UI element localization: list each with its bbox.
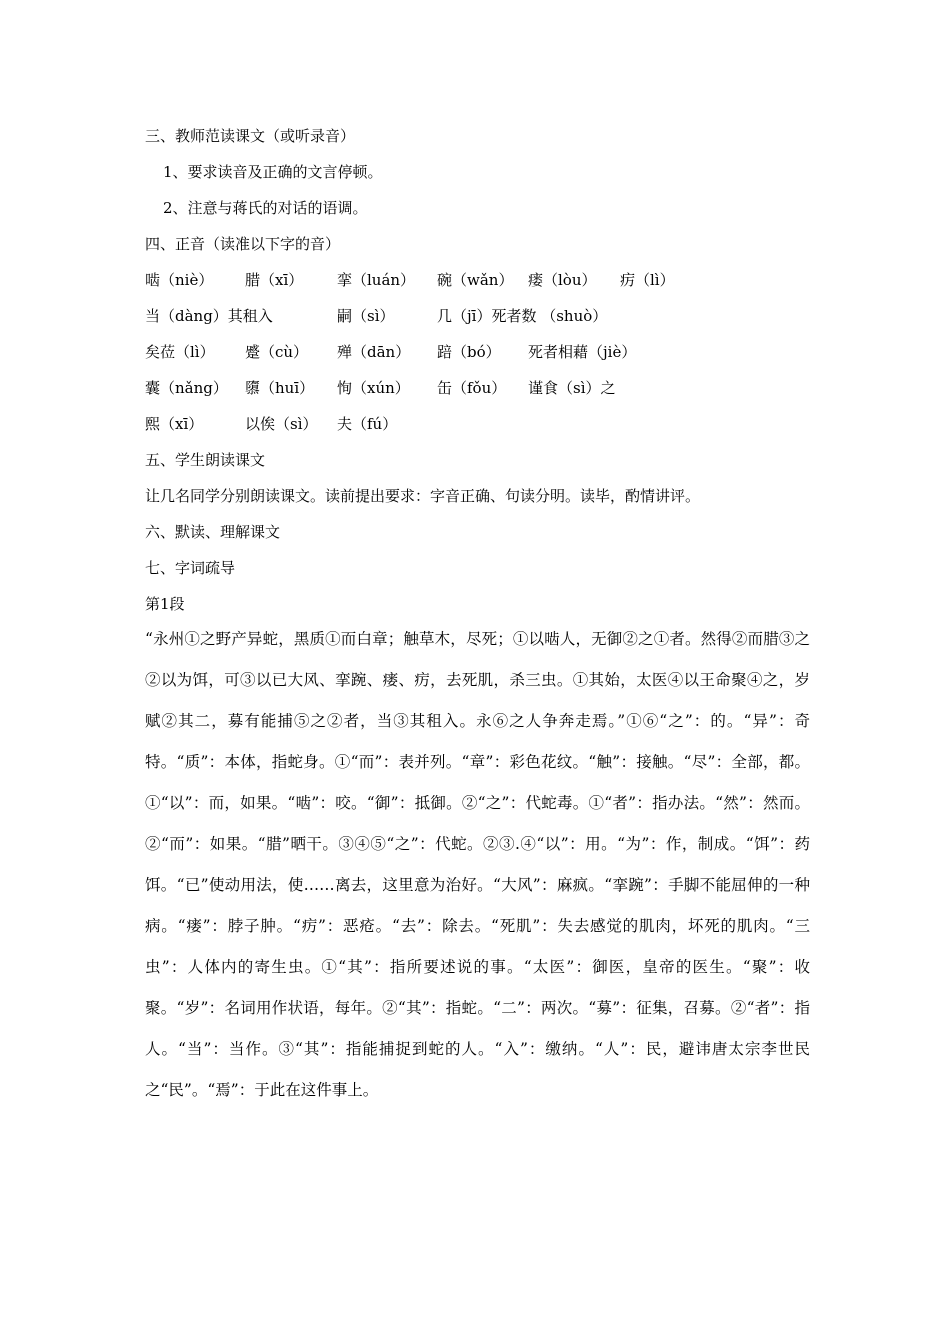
item-reading-requirement: 1、要求读音及正确的文言停顿。 [163, 163, 383, 181]
heading-silent-reading: 六、默读、理解课文 [145, 523, 281, 541]
pron-item: 殚（dān） [337, 343, 411, 361]
pron-item: 挛（luán） [337, 271, 416, 289]
pron-item: 恂（xún） [337, 379, 410, 397]
heading-vocabulary: 七、字词疏导 [145, 559, 236, 577]
pron-item: 囊（nǎng） [145, 379, 228, 397]
pron-item: 死者相藉（jiè） [528, 343, 637, 361]
pron-item: 嗣（sì） [337, 307, 395, 325]
pron-item: 隳（huī） [245, 379, 315, 397]
pron-item: 碗（wǎn） [437, 271, 514, 289]
pron-item: 腊（xī） [245, 271, 304, 289]
student-reading-text: 让几名同学分别朗读课文。读前提出要求：字音正确、句读分明。读毕，酌情讲评。 [145, 487, 701, 505]
section-label: 第1段 [145, 595, 185, 613]
pron-item: 熙（xī） [145, 415, 204, 433]
pron-item: 蹙（cù） [245, 343, 309, 361]
heading-teacher-reading: 三、教师范读课文（或听录音） [145, 127, 356, 145]
passage-annotation: “永州①之野产异蛇，黑质①而白章；触草木，尽死；①以啮人，无御②之①者。然得②而腊③之②以为饵，可③以已大风、挛踠、瘘、疠，去死肌，杀三虫。①其始，太医④以王命聚④之，岁赋②其二，募有能捕⑤之②者，当③其租入。永⑥之人争奔走焉。”①⑥“之”：的。“异”：奇特。“质”：本体，指蛇身。①“而”：表并列。“章”：彩色花纹。“触”：接触。“尽”：全部，都。①“以”：而，如果。“啮”：咬。“御”：抵御。②“之”：代蛇毒。①“者”：指办法。“然”：然而。②“而”：如果。“腊”晒干。③④⑤“之”：代蛇。②③.④“以”：用。“为”：作，制成。“饵”：药饵。“已”使动用法，使……离去，这里意为治好。“大风”：麻疯。“挛踠”：手脚不能屈伸的一种病。“瘘”：脖子肿。“疠”：恶疮。“去”：除去。“死肌”：失去感觉的肌肉，坏死的肌肉。“三虫”：人体内的寄生虫。①“其”：指所要述说的事。“太医”：御医，皇帝的医生。“聚”：收聚。“岁”：名词用作状语，每年。②“其”：指蛇。“二”：两次。“募”：征集，召募。②“者”：指人。“当”：当作。③“其”：指能捕捉到蛇的人。“入”：缴纳。“人”：民，避讳唐太宗李世民之“民”。“焉”：于此在这件事上。 [145, 630, 810, 1099]
pron-item: 矣莅（lì） [145, 343, 215, 361]
pron-item: 疠（lì） [620, 271, 675, 289]
pron-item: 谨食（sì）之 [528, 379, 616, 397]
pron-item: 几（jī）死者数 （shuò） [437, 307, 608, 325]
pron-item: 以俟（sì） [245, 415, 318, 433]
pron-item: 夫（fú） [337, 415, 398, 433]
pron-item: 当（dàng）其租入 [145, 307, 273, 325]
heading-student-reading: 五、学生朗读课文 [145, 451, 266, 469]
pron-item: 踣（bó） [437, 343, 501, 361]
item-dialogue-tone: 2、注意与蒋氏的对话的语调。 [163, 199, 368, 217]
heading-pronunciation: 四、正音（读准以下字的音） [145, 235, 341, 253]
pron-item: 缶（fǒu） [437, 379, 507, 397]
pron-item: 啮（niè） [145, 271, 214, 289]
pron-item: 瘘（lòu） [528, 271, 597, 289]
